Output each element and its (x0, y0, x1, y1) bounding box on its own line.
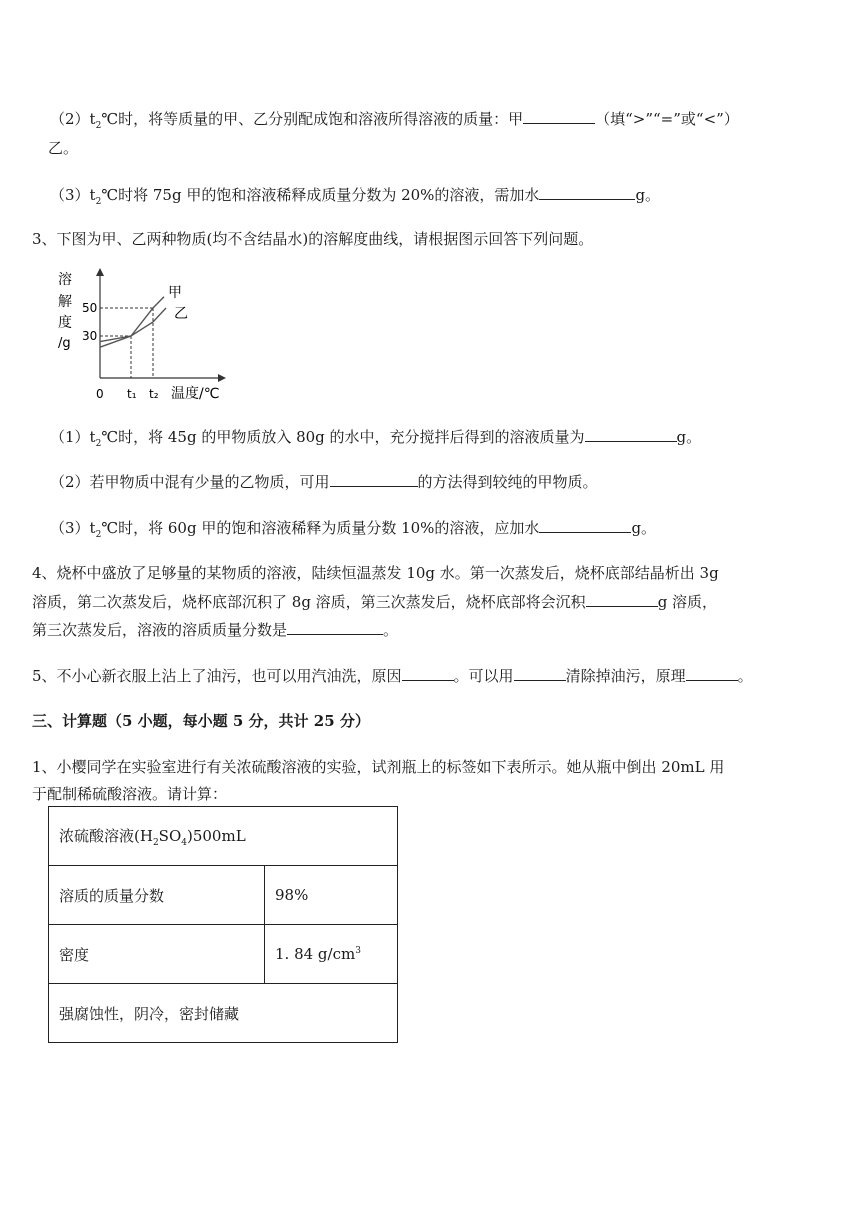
series-label: 甲 (168, 285, 182, 301)
question-3-3: $(3)t_2℃$时，将 60g 甲的饱和溶液稀释为质量分数 10%的溶液，应加水 g。 (50, 516, 656, 546)
question-3-stem: 3、下图为甲、乙两种物质(均不含结晶水)的溶解度曲线，请根据图示回答下列问题。 (32, 230, 594, 248)
table-row (49, 866, 398, 925)
x-tick-label: 0 (96, 387, 104, 401)
answer-blank[interactable] (585, 425, 677, 442)
question-4-line1: 4、烧杯中盛放了足够量的某物质的溶液，陆续恒温蒸发 10g 水。第一次蒸发后，烧杯底部结晶析出 3g (32, 564, 719, 582)
reagent-label-table (48, 806, 398, 1043)
question-3-2: （2）若甲物质中混有少量的乙物质，可用 的方法得到较纯的甲物质。 (50, 470, 598, 493)
question-3-1: $(1)t_2℃$时，将 45g 的甲物质放入 80g 的水中，充分搅拌后得到的溶液质量为 g。 (50, 425, 701, 455)
x-tick-label: t₁ (127, 387, 137, 401)
table-cell: 1. 84 $g/cm^3$ (265, 925, 398, 984)
question-2-2: $(2)t_2℃$时，将等质量的甲、乙分别配成饱和溶液所得溶液的质量：甲 （填“>”“=”或“<”） (50, 107, 739, 137)
question-2-3: $(3)t_2℃$时将 75g 甲的饱和溶液稀释成质量分数为 20%的溶液，需加水 g。 (50, 183, 660, 213)
answer-blank[interactable] (539, 183, 635, 200)
table-row (49, 925, 398, 984)
x-axis-label: 温度/℃ (171, 386, 220, 402)
y-tick-label: 50 (82, 301, 98, 315)
answer-blank[interactable] (586, 590, 658, 607)
question-5: 5、不小心新衣服上沾上了油污，也可以用汽油洗，原因 。可以用 清除掉油污，原理 。 (32, 664, 753, 687)
answer-blank[interactable] (330, 470, 418, 487)
table-title-cell: 浓硫酸溶液$(H_2SO_4)500mL$ (49, 807, 398, 866)
calc-question-1-line1: 1、小樱同学在实验室进行有关浓硫酸溶液的实验，试剂瓶上的标签如下表所示。她从瓶中倒出 20mL 用 (32, 758, 725, 776)
y-axis-label: 度 (58, 315, 72, 331)
answer-blank[interactable] (402, 664, 454, 681)
y-axis-label: 溶 (58, 272, 72, 288)
table-cell: 98% (265, 866, 398, 925)
answer-blank[interactable] (287, 618, 383, 635)
x-axis-arrow (218, 374, 226, 382)
answer-blank[interactable] (539, 516, 631, 533)
y-axis-arrow (96, 268, 104, 276)
table-row (49, 807, 398, 866)
answer-blank[interactable] (514, 664, 566, 681)
question-4-line2: 溶质，第二次蒸发后，烧杯底部沉积了 8g 溶质，第三次蒸发后，烧杯底部将会沉积 g 溶质， (32, 590, 717, 613)
y-axis-label: 解 (58, 294, 72, 310)
x-tick-label: t₂ (149, 387, 159, 401)
y-tick-label: 30 (82, 329, 98, 343)
table-cell: 密度 (49, 925, 265, 984)
table-row (49, 984, 398, 1043)
solubility-chart (56, 266, 236, 406)
answer-blank[interactable] (523, 107, 595, 124)
y-axis-label: /g (58, 336, 71, 351)
section-title: 三、计算题（5 小题，每小题 5 分，共计 25 分） (32, 712, 370, 730)
table-cell: 溶质的质量分数 (49, 866, 265, 925)
question-2-2-cont: 乙。 (48, 139, 79, 157)
question-4-line3: 第三次蒸发后，溶液的溶质质量分数是 。 (32, 618, 398, 641)
calc-question-1-line2: 于配制稀硫酸溶液。请计算： (32, 785, 228, 803)
table-cell: 强腐蚀性，阴冷，密封储藏 (49, 984, 398, 1043)
answer-blank[interactable] (686, 664, 738, 681)
series-label: 乙 (174, 306, 188, 322)
series-line-2 (100, 308, 166, 342)
